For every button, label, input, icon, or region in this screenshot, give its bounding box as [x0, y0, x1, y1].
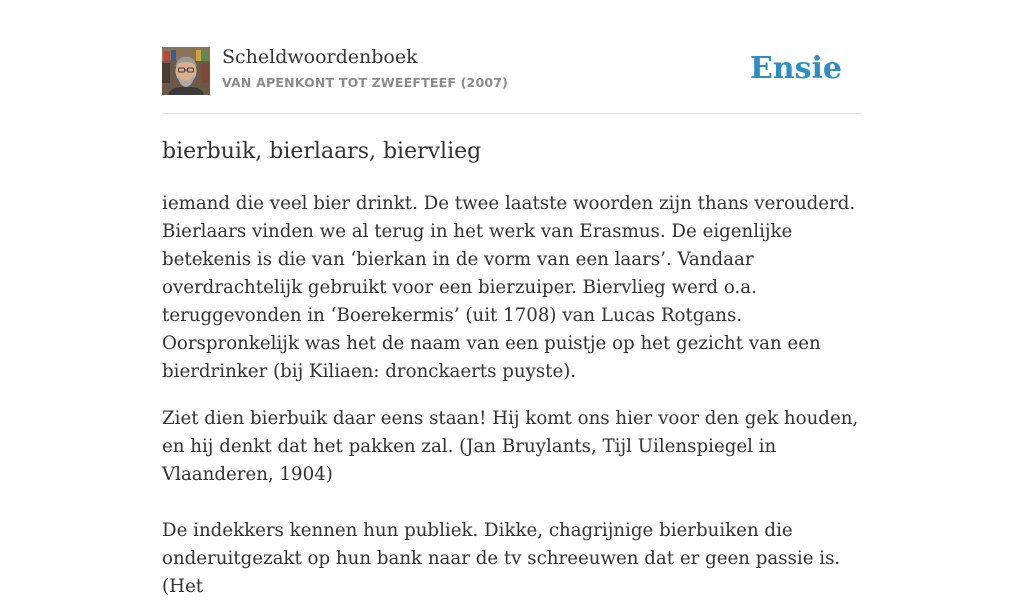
entry-headword: bierbuik, bierlaars, biervlieg	[162, 139, 482, 164]
source-title[interactable]: Scheldwoordenboek	[222, 46, 418, 68]
header-divider	[162, 113, 862, 114]
source-header	[162, 46, 862, 96]
entry-body	[162, 190, 862, 601]
brand-logo[interactable]: Ensie	[749, 51, 842, 86]
avatar[interactable]	[162, 47, 210, 95]
entry-example-quote: De indekkers kennen hun publiek. Dikke, chagrijnige bierbuiken die onderuitgezakt op hun bank naar de tv schreeuwen dat er geen passie is. (Het	[162, 520, 841, 597]
source-subtitle: VAN APENKONT TOT ZWEEFTEEF (2007)	[222, 75, 509, 90]
author-portrait-icon	[162, 47, 210, 95]
entry-definition: iemand die veel bier drinkt. De twee laatste woorden zijn thans verouderd. Bierlaars vinden we al terug in het werk van Erasmus. De eigenlijke betekenis is die van ‘bierkan in de vorm van een laars’. Vandaar overdrachtelijk gebruikt voor een bierzuiper. Biervlieg werd o.a. teruggevonden in ‘Boerekermis’ (uit 1708) van Lucas Rotgans. Oorspronkelijk was het de naam van een puistje op het gezicht van een bierdrinker (bij Kiliaen: dronckaerts puyste).	[162, 193, 856, 382]
entry-example-quote: Ziet dien bierbuik daar eens staan! Hij komt ons hier voor den gek houden, en hij denkt dat het pakken zal. (Jan Bruylants, Tijl Uilenspiegel in Vlaanderen, 1904)	[162, 408, 859, 485]
